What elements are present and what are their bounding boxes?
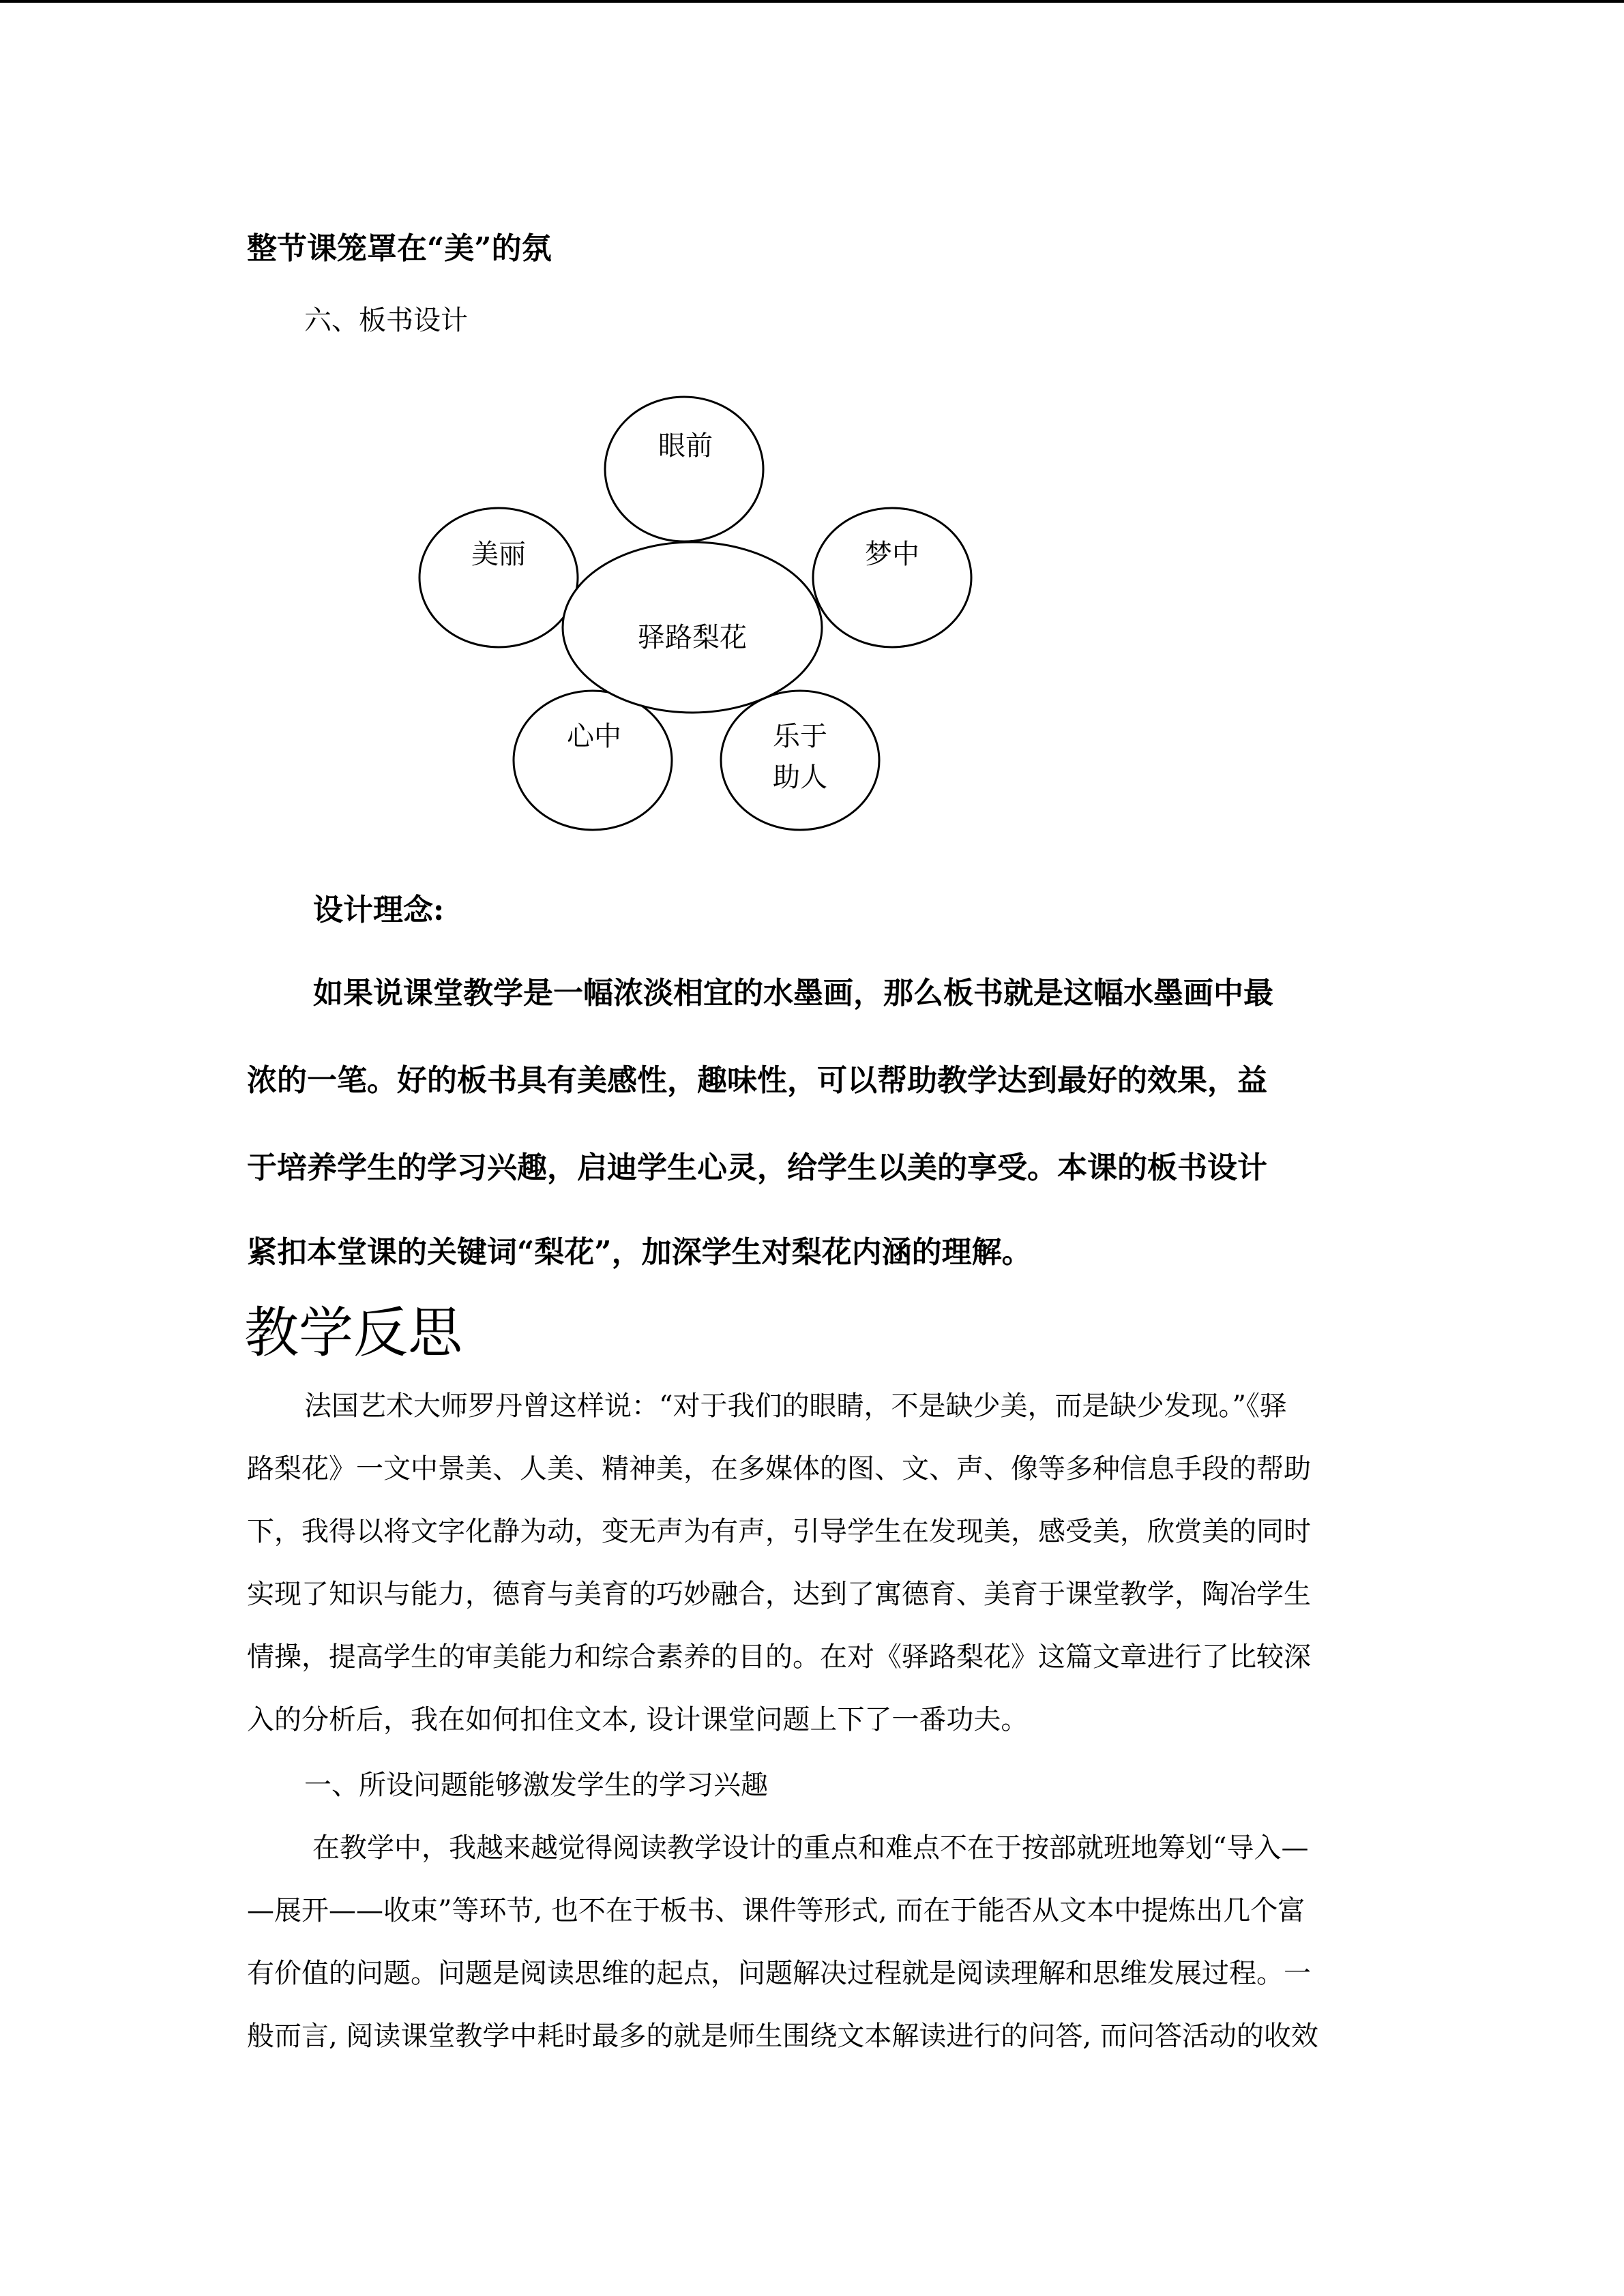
diagram-label-left: 美丽	[471, 539, 526, 570]
reflection-para1-line: 路梨花》一文中景美、人美、精神美，在多媒体的图、文、声、像等多种信息手段的帮助	[247, 1453, 1311, 1485]
design-concept-line: 如果说课堂教学是一幅浓淡相宜的水墨画，那么板书就是这幅水墨画中最	[313, 976, 1273, 1011]
design-concept-line: 浓的一笔。好的板书具有美感性，趣味性，可以帮助教学达到最好的效果，益	[247, 1063, 1267, 1098]
reflection-subheading: 一、所设问题能够激发学生的学习兴趣	[304, 1770, 768, 1801]
reflection-para1-line: 下，我得以将文字化静为动，变无声为有声，引导学生在发现美，感受美，欣赏美的同时	[247, 1516, 1311, 1547]
reflection-heading: 教学反思	[244, 1301, 462, 1365]
reflection-para1-line: 情操，提高学生的审美能力和综合素养的目的。在对《驿路梨花》这篇文章进行了比较深	[247, 1641, 1311, 1673]
circle-bottom-left	[514, 691, 672, 830]
reflection-para2-line: —展开——收束”等环节, 也不在于板书、课件等形式, 而在于能否从文本中提炼出几个富	[247, 1895, 1305, 1926]
circle-top	[605, 397, 763, 541]
reflection-para2-line: 般而言, 阅读课堂教学中耗时最多的就是师生围绕文本解读进行的问答, 而问答活动的收效	[247, 2021, 1318, 2052]
diagram-label-bottom-right-1: 乐于	[773, 721, 827, 752]
reflection-para2-line: 在教学中，我越来越觉得阅读教学设计的重点和难点不在于按部就班地筹划“导入—	[312, 1832, 1309, 1864]
top-fragment-text: 整节课笼罩在“美”的氛	[247, 231, 552, 266]
circle-right	[813, 508, 971, 647]
section-six-title: 六、板书设计	[304, 305, 468, 336]
circle-left	[419, 508, 578, 647]
diagram-label-bottom-left: 心中	[567, 721, 621, 752]
diagram-label-right: 梦中	[865, 539, 919, 570]
diagram-label-bottom-right-2: 助人	[773, 762, 827, 793]
blackboard-diagram	[0, 0, 1624, 886]
diagram-label-center: 驿路梨花	[638, 622, 747, 653]
reflection-para1-line: 入的分析后，我在如何扣住文本, 设计课堂问题上下了一番功夫。	[247, 1704, 1029, 1735]
circle-bottom-right	[721, 691, 879, 830]
diagram-label-top: 眼前	[658, 430, 713, 462]
reflection-para1-line: 法国艺术大师罗丹曾这样说：“对于我们的眼睛，不是缺少美，而是缺少发现。”《驿	[304, 1390, 1287, 1422]
design-concept-line: 于培养学生的学习兴趣，启迪学生心灵，给学生以美的享受。本课的板书设计	[247, 1150, 1267, 1185]
design-concept-line: 紧扣本堂课的关键词“梨花”，加深学生对梨花内涵的理解。	[247, 1235, 1032, 1270]
reflection-para1-line: 实现了知识与能力，德育与美育的巧妙融合，达到了寓德育、美育于课堂教学，陶冶学生	[247, 1579, 1311, 1610]
design-concept-title: 设计理念:	[313, 893, 445, 927]
reflection-para2-line: 有价值的问题。问题是阅读思维的起点，问题解决过程就是阅读理解和思维发展过程。一	[247, 1958, 1311, 1989]
